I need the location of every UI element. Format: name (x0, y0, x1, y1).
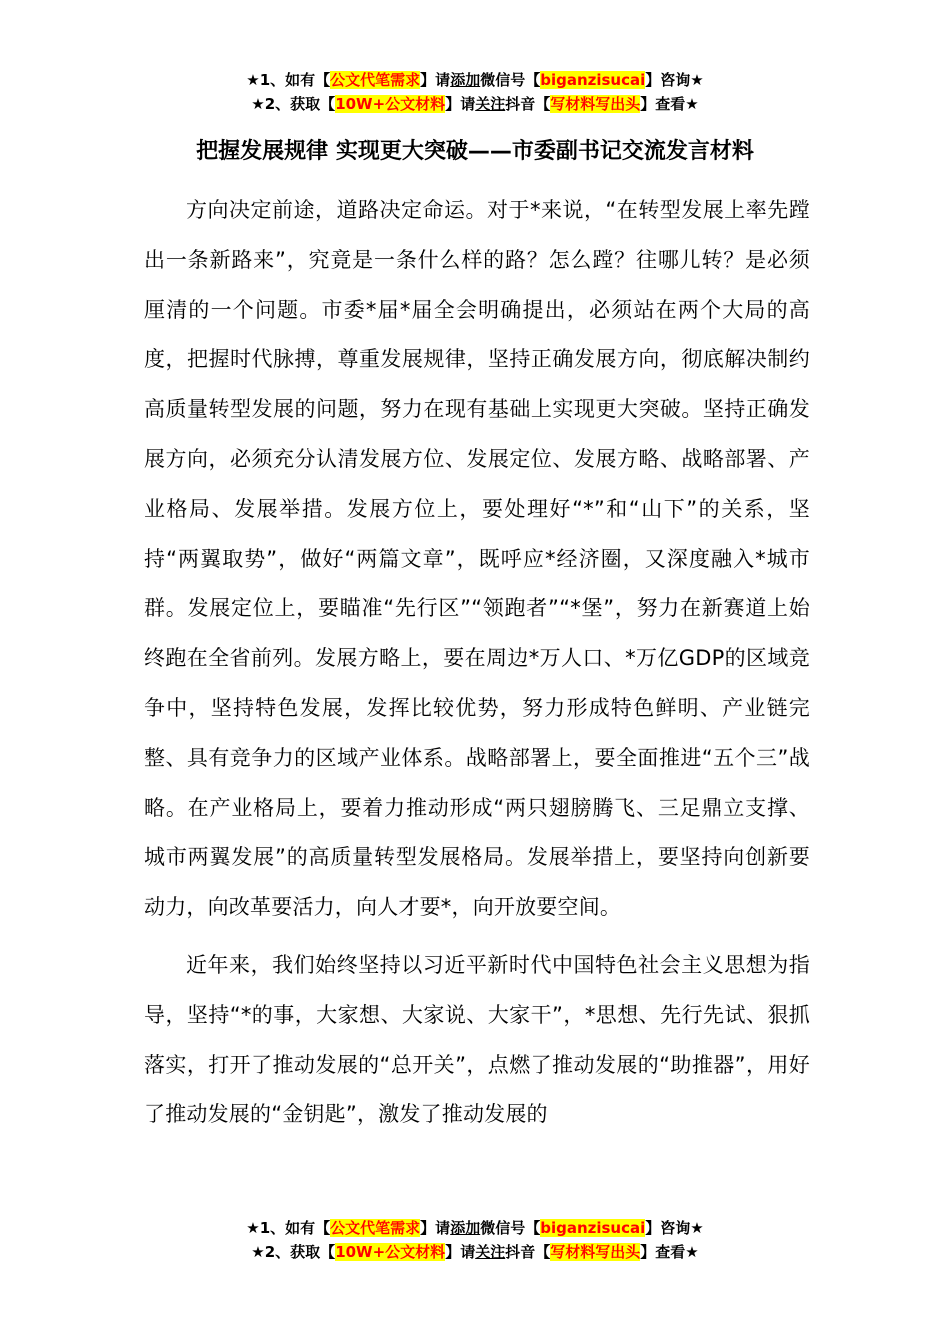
document-title: 把握发展规律 实现更大突破——市委副书记交流发言材料 (196, 139, 754, 164)
highlight-service: 公文代笔需求 (330, 1219, 421, 1237)
banner-line-2: ★2、获取【10W+公文材料】请关注抖音【写材料写出头】查看★ (251, 1243, 699, 1261)
highlight-douyin-account: 写材料写出头 (550, 95, 641, 113)
header-banner (0, 68, 950, 116)
footer-banner (0, 1216, 950, 1264)
highlight-materials: 10W+公文材料 (335, 1243, 446, 1261)
highlight-service: 公文代笔需求 (330, 71, 421, 89)
highlight-wechat-id: biganzisucai (540, 71, 646, 89)
banner-line-2: ★2、获取【10W+公文材料】请关注抖音【写材料写出头】查看★ (251, 95, 699, 113)
banner-line-1: ★1、如有【公文代笔需求】请添加微信号【biganzisucai】咨询★ (246, 71, 704, 89)
document-body (144, 186, 810, 1148)
paragraph-2: 近年来，我们始终坚持以习近平新时代中国特色社会主义思想为指导，坚持“*的事，大家想、大家说、大家干”，*思想、先行先试、狠抓落实，打开了推动发展的“总开关”，点燃了推动发展的“助推器”，用好了推动发展的“金钥匙”，激发了推动发展的 (144, 952, 810, 1127)
paragraph-1: 方向决定前途，道路决定命运。对于*来说，“在转型发展上率先蹚出一条新路来”，究竟是一条什么样的路？怎么蹚？往哪儿转？是必须厘清的一个问题。市委*届*届全会明确提出，必须站在两个大局的高度，把握时代脉搏，尊重发展规律，坚持正确发展方向，彻底解决制约高质量转型发展的问题，努力在现有基础上实现更大突破。坚持正确发展方向，必须充分认清发展方位、发展定位、发展方略、战略部署、产业格局、发展举措。发展方位上，要处理好“*”和“山下”的关系，坚持“两翼取势”，做好“两篇文章”，既呼应*经济圈，又深度融入*城市群。发展定位上，要瞄准“先行区”“领跑者”“*堡”，努力在新赛道上始终跑在全省前列。发展方略上，要在周边*万人口、*万亿GDP的区域竞争中，坚持特色发展，发挥比较优势，努力形成特色鲜明、产业链完整、具有竞争力的区域产业体系。战略部署上，要全面推进“五个三”战略。在产业格局上，要着力推动形成“两只翅膀腾飞、三足鼎立支撑、城市两翼发展”的高质量转型发展格局。发展举措上，要坚持向创新要动力，向改革要活力，向人才要*，向开放要空间。 (144, 198, 810, 920)
highlight-materials: 10W+公文材料 (335, 95, 446, 113)
highlight-wechat-id: biganzisucai (540, 1219, 646, 1237)
highlight-douyin-account: 写材料写出头 (550, 1243, 641, 1261)
banner-line-1: ★1、如有【公文代笔需求】请添加微信号【biganzisucai】咨询★ (246, 1219, 704, 1237)
